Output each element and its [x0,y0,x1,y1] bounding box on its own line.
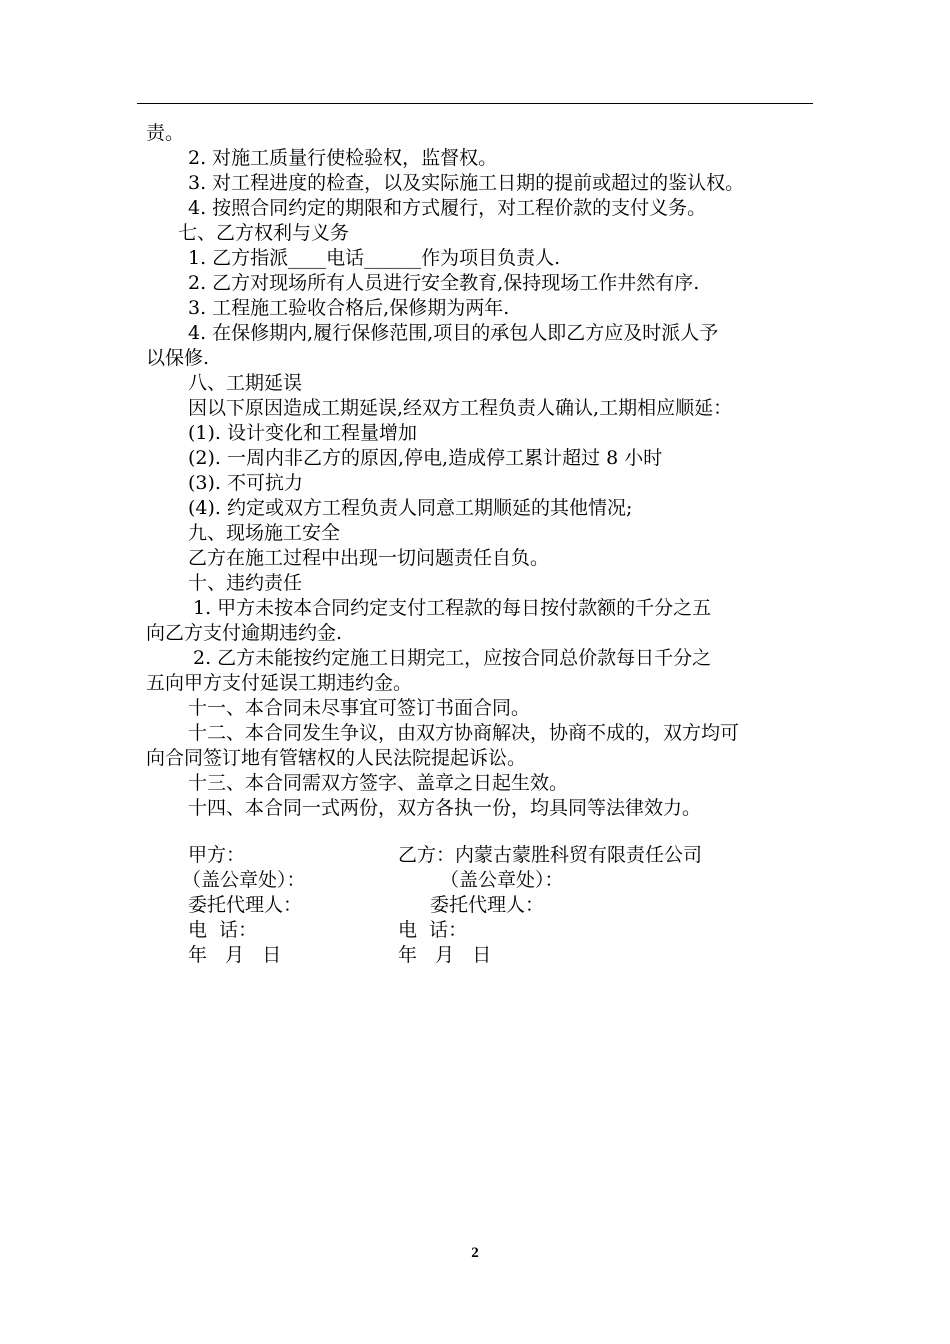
signature-row-seal [146,868,818,893]
text-line: 向乙方支付逾期违约金. [146,622,343,644]
text-line: 4. 在保修期内,履行保修范围,项目的承包人即乙方应及时派人予 [188,322,719,344]
party-a-agent: 委托代理人： [188,894,303,916]
text-line: 2. 乙方对现场所有人员进行安全教育,保持现场工作井然有序. [188,272,700,294]
party-b-seal: （盖公章处）： [440,869,564,891]
signature-row-date [146,943,818,968]
signature-row-agent [146,893,818,918]
section-heading: 十、违约责任 [188,572,303,594]
text-line: 2. 对施工质量行使检验权，监督权。 [188,147,498,169]
document-body [146,121,818,968]
text-line: 因以下原因造成工期延误,经双方工程负责人确认,工期相应顺延： [188,397,733,419]
text-line: 以保修. [146,347,210,369]
spacer [146,821,818,843]
clause-line: 十二、本合同发生争议，由双方协商解决，协商不成的，双方均可 [188,722,740,744]
party-a-seal: （盖公章处）： [182,869,306,891]
section-heading: 七、乙方权利与义务 [178,222,350,244]
section-heading: 九、现场施工安全 [188,522,341,544]
text-line: 乙方在施工过程中出现一切问题责任自负。 [188,547,550,569]
text-line: (1). 设计变化和工程量增加 [188,422,417,444]
text-line: 责。 [146,122,185,144]
text-line: (2). 一周内非乙方的原因,停电,造成停工累计超过 8 小时 [188,447,663,469]
page-number: 2 [471,1245,479,1261]
text-line: 1. 乙方指派____电话______作为项目负责人. [188,247,561,269]
section-heading: 八、工期延误 [188,372,303,394]
signature-row-phone [146,918,818,943]
signature-row-party [146,843,818,868]
party-b-phone: 电 话： [398,919,468,941]
party-a-phone: 电 话： [188,919,258,941]
header-rule [137,103,813,104]
party-b-agent: 委托代理人： [430,894,545,916]
clause-line: 十一、本合同未尽事宜可签订书面合同。 [188,697,531,719]
text-line: 1. 甲方未按本合同约定支付工程款的每日按付款额的千分之五 [193,597,712,619]
text-line: (3). 不可抗力 [188,472,303,494]
text-line: 3. 对工程进度的检查，以及实际施工日期的提前或超过的鉴认权。 [188,172,745,194]
party-b-label: 乙方：内蒙古蒙胜科贸有限责任公司 [398,844,703,866]
text-line: (4). 约定或双方工程负责人同意工期顺延的其他情况; [188,497,633,519]
text-line: 向合同签订地有管辖权的人民法院提起诉讼。 [146,747,527,769]
text-line: 4. 按照合同约定的期限和方式履行，对工程价款的支付义务。 [188,197,707,219]
text-line: 3. 工程施工验收合格后,保修期为两年. [188,297,510,319]
clause-line: 十三、本合同需双方签字、盖章之日起生效。 [188,772,569,794]
clause-line: 十四、本合同一式两份，双方各执一份，均具同等法律效力。 [188,797,702,819]
party-a-date: 年 月 日 [188,944,282,966]
text-line: 五向甲方支付延误工期违约金。 [146,672,413,694]
party-b-date: 年 月 日 [398,944,492,966]
text-line: 2. 乙方未能按约定施工日期完工，应按合同总价款每日千分之 [193,647,712,669]
party-a-label: 甲方： [188,844,246,866]
